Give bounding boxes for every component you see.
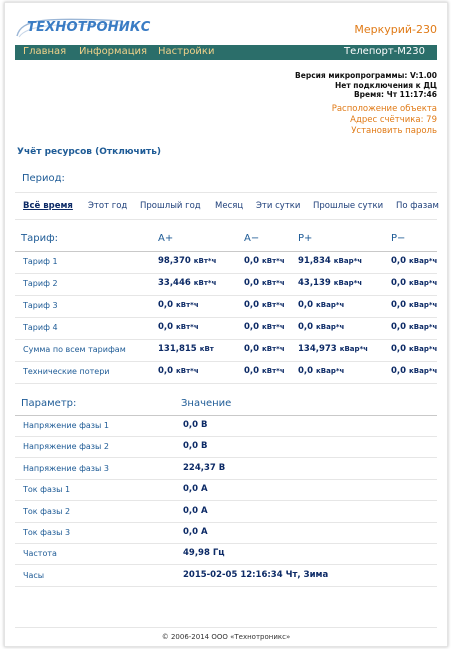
- tab-month[interactable]: Месяц: [215, 201, 244, 211]
- period-tabs: [15, 192, 437, 220]
- tariff-a-plus-value: [158, 344, 214, 354]
- tariff-p-plus-value: [298, 256, 362, 266]
- page-frame: [4, 2, 448, 647]
- param-value: 0,0 А: [183, 527, 208, 537]
- tariff-a-plus-value: [158, 322, 199, 332]
- value-number: 33,446: [158, 278, 191, 288]
- tariff-a-plus-value: [158, 366, 199, 376]
- value-unit: кВар*ч: [409, 323, 438, 331]
- param-row: [15, 501, 437, 523]
- value-number: 0,0: [391, 344, 407, 354]
- param-row: [15, 436, 437, 458]
- tariff-row: [15, 273, 437, 296]
- value-unit: кВар*ч: [333, 257, 363, 265]
- model-name: Телепорт-М230: [344, 46, 425, 57]
- value-unit: кВт*ч: [193, 279, 217, 287]
- tariff-name: Тариф 4: [23, 323, 58, 332]
- value-unit: кВт*ч: [176, 367, 199, 375]
- value-unit: кВт*ч: [262, 279, 285, 287]
- value-number: 0,0: [158, 366, 174, 376]
- nav-settings[interactable]: Настройки: [158, 46, 215, 57]
- value-number: 0,0: [391, 300, 407, 310]
- tab-this-year[interactable]: Этот год: [88, 201, 128, 211]
- param-name: Напряжение фазы 3: [23, 464, 110, 473]
- value-unit: кВар*ч: [409, 345, 438, 353]
- param-row: [15, 565, 437, 587]
- value-number: 0,0: [158, 300, 174, 310]
- tariff-row: [15, 295, 437, 318]
- tariff-p-minus-value: [391, 366, 437, 376]
- value-unit: кВар*ч: [409, 279, 438, 287]
- value-number: 0,0: [391, 366, 407, 376]
- tariff-a-plus-value: [158, 278, 216, 288]
- value-unit: кВар*ч: [316, 301, 345, 309]
- value-number: 0,0: [391, 322, 407, 332]
- nav-home[interactable]: Главная: [23, 46, 67, 57]
- resources-title[interactable]: Учёт ресурсов (Отключить): [17, 147, 162, 157]
- tariff-a-minus-value: [244, 322, 285, 332]
- tariff-p-plus-value: [298, 278, 362, 288]
- param-name: Ток фазы 3: [23, 528, 71, 537]
- value-number: 0,0: [244, 256, 260, 266]
- tariff-p-plus-value: [298, 344, 368, 354]
- col-a-plus: A+: [158, 233, 174, 244]
- tab-by-phase[interactable]: По фазам: [396, 201, 439, 211]
- tariff-a-plus-value: [158, 256, 216, 266]
- value-number: 0,0: [298, 322, 314, 332]
- param-name: Ток фазы 1: [23, 485, 71, 494]
- value-unit: кВар*ч: [409, 301, 438, 309]
- value-number: 0,0: [244, 278, 260, 288]
- tariff-a-minus-value: [244, 300, 285, 310]
- param-table-header: [15, 393, 437, 416]
- value-number: 91,834: [298, 256, 331, 266]
- tariff-p-minus-value: [391, 300, 437, 310]
- settings-links: [332, 104, 437, 137]
- tariff-a-plus-value: [158, 300, 199, 310]
- value-number: 131,815: [158, 344, 197, 354]
- param-row: [15, 479, 437, 501]
- device-name: Меркурий-230: [354, 23, 437, 36]
- tariff-a-minus-value: [244, 344, 285, 354]
- tariff-p-plus-value: [298, 300, 344, 310]
- value-unit: кВар*ч: [409, 257, 438, 265]
- value-unit: кВт*ч: [193, 257, 217, 265]
- param-row: [15, 522, 437, 544]
- col-p-plus: P+: [298, 233, 313, 244]
- tariff-p-minus-value: [391, 322, 437, 332]
- tariff-name: Тариф 3: [23, 301, 58, 310]
- value-unit: кВар*ч: [333, 279, 363, 287]
- tariff-a-minus-value: [244, 256, 285, 266]
- tab-all-time[interactable]: Всё время: [23, 201, 73, 211]
- value-unit: кВт*ч: [262, 367, 285, 375]
- address-link[interactable]: Адрес счётчика: 79: [350, 115, 437, 125]
- tariff-p-minus-value: [391, 344, 437, 354]
- param-name: Ток фазы 2: [23, 507, 71, 516]
- location-link[interactable]: Расположение объекта: [331, 104, 437, 114]
- param-row: [15, 458, 437, 480]
- logo-text: ТЕХНОТРОНИКС: [27, 20, 151, 35]
- value-number: 0,0: [244, 300, 260, 310]
- value-unit: кВар*ч: [316, 367, 345, 375]
- col-p-minus: P−: [391, 233, 406, 244]
- tariff-table-header: [15, 227, 437, 252]
- tariff-a-minus-value: [244, 366, 285, 376]
- param-value: 0,0 В: [183, 441, 208, 451]
- tariff-row: [15, 251, 437, 274]
- technotronics-logo: [15, 15, 151, 39]
- param-value: 0,0 А: [183, 484, 208, 494]
- value-number: 0,0: [158, 322, 174, 332]
- tariff-row: [15, 361, 437, 384]
- param-value: 2015-02-05 12:16:34 Чт, Зима: [183, 570, 329, 580]
- param-value: 0,0 В: [183, 420, 208, 430]
- value-unit: кВт*ч: [262, 323, 285, 331]
- tab-last-year[interactable]: Прошлый год: [140, 201, 201, 211]
- tab-today[interactable]: Эти сутки: [256, 201, 301, 211]
- value-number: 0,0: [244, 322, 260, 332]
- device-time: Время: Чт 11:17:46: [353, 90, 437, 99]
- footer-copyright: © 2006-2014 ООО «Технотроникс»: [161, 633, 291, 641]
- value-number: 98,370: [158, 256, 191, 266]
- value-unit: кВар*ч: [316, 323, 345, 331]
- value-unit: кВар*ч: [409, 367, 438, 375]
- col-parameter: Параметр:: [21, 398, 77, 409]
- value-unit: кВт*ч: [176, 301, 199, 309]
- param-value: 0,0 А: [183, 506, 208, 516]
- value-number: 0,0: [391, 278, 407, 288]
- tariff-row: [15, 339, 437, 362]
- status-info: [295, 71, 437, 100]
- tariff-p-minus-value: [391, 256, 437, 266]
- col-value: Значение: [181, 398, 232, 409]
- value-number: 0,0: [244, 366, 260, 376]
- col-tariff: Тариф:: [21, 233, 59, 244]
- col-a-minus: A−: [244, 233, 260, 244]
- top-navbar: [15, 45, 437, 60]
- tab-yesterday[interactable]: Прошлые сутки: [313, 201, 384, 211]
- value-number: 0,0: [298, 300, 314, 310]
- tariff-row: [15, 317, 437, 340]
- tariff-p-minus-value: [391, 278, 437, 288]
- tariff-p-plus-value: [298, 366, 344, 376]
- value-number: 43,139: [298, 278, 331, 288]
- param-name: Часы: [23, 571, 45, 580]
- connection-status: Нет подключения к ДЦ: [334, 80, 437, 90]
- period-label: Период:: [22, 173, 65, 184]
- footer-divider: [15, 627, 437, 628]
- value-number: 0,0: [391, 256, 407, 266]
- param-name: Напряжение фазы 1: [23, 421, 110, 430]
- firmware-version: Версия микропрограммы: V:1.00: [295, 71, 437, 80]
- param-name: Частота: [23, 549, 57, 558]
- value-number: 0,0: [244, 344, 260, 354]
- value-unit: кВар*ч: [339, 345, 368, 353]
- tariff-name: Тариф 2: [23, 279, 58, 288]
- param-value: 49,98 Гц: [183, 548, 225, 558]
- param-value: 224,37 В: [183, 463, 226, 473]
- param-row: [15, 543, 437, 565]
- value-unit: кВт*ч: [262, 257, 285, 265]
- param-name: Напряжение фазы 2: [23, 442, 110, 451]
- tariff-name: Технические потери: [23, 367, 110, 376]
- tariff-name: Тариф 1: [23, 257, 58, 266]
- value-unit: кВт*ч: [262, 345, 285, 353]
- tariff-name: Сумма по всем тарифам: [23, 345, 126, 354]
- value-unit: кВт*ч: [176, 323, 199, 331]
- param-row: [15, 415, 437, 437]
- value-number: 134,973: [298, 344, 337, 354]
- tariff-a-minus-value: [244, 278, 285, 288]
- value-number: 0,0: [298, 366, 314, 376]
- tariff-p-plus-value: [298, 322, 344, 332]
- password-link[interactable]: Установить пароль: [351, 126, 437, 136]
- nav-info[interactable]: Информация: [79, 46, 148, 57]
- value-unit: кВт: [199, 345, 214, 353]
- value-unit: кВт*ч: [262, 301, 285, 309]
